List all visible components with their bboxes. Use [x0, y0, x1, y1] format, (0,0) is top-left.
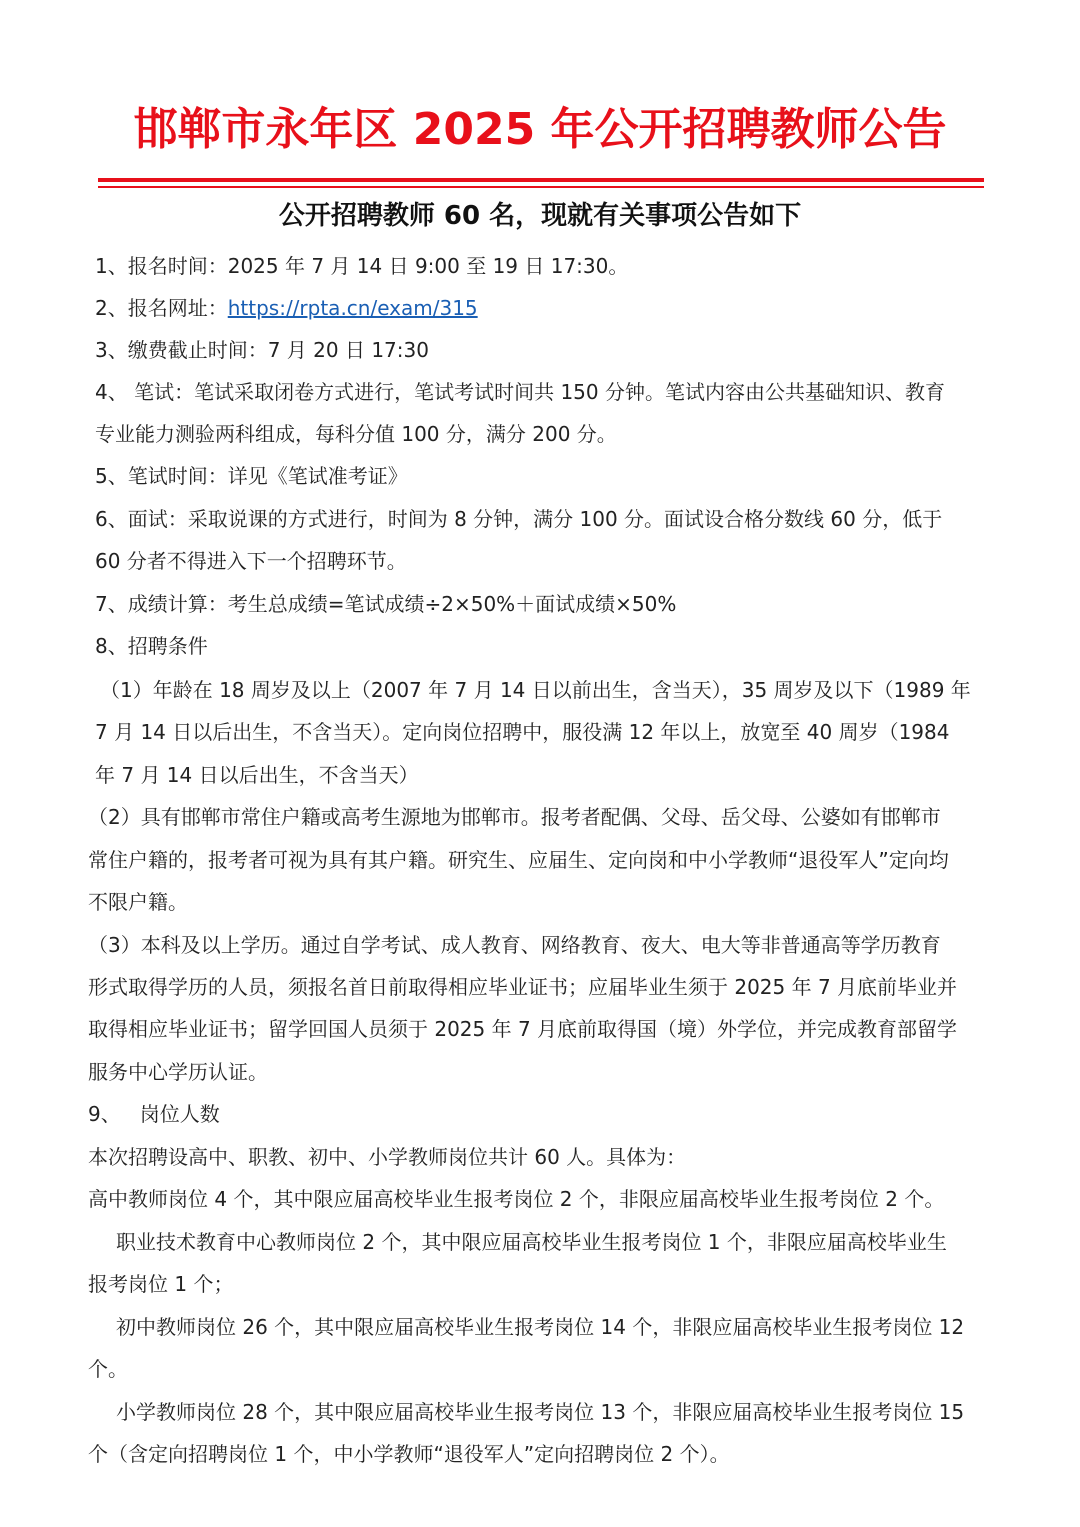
document-title: 邯郸市永年区 2025 年公开招聘教师公告 [133, 104, 947, 155]
condition-3-line-2: 形式取得学历的人员，须报名首日前取得相应毕业证书；应届毕业生须于 2025 年 7 月底前毕业并 [88, 975, 958, 999]
item-2-label: 2、报名网址： [95, 296, 228, 320]
condition-3-line-3: 取得相应毕业证书；留学回国人员须于 2025 年 7 月底前取得国（境）外学位，并完成教育部留学 [88, 1017, 958, 1041]
condition-2-line-2: 常住户籍的，报考者可视为具有其户籍。研究生、应届生、定向岗和中小学教师“退役军人”定向均 [88, 848, 949, 872]
positions-middle-school-line-2: 个。 [88, 1357, 128, 1381]
condition-1-line-3: 年 7 月 14 日以后出生，不含当天） [95, 763, 419, 787]
positions-primary-school-line-1: 小学教师岗位 28 个，其中限应届高校毕业生报考岗位 13 个，非限应届高校毕业生报考岗位 15 [116, 1400, 965, 1424]
item-9-heading: 9、 岗位人数 [88, 1102, 220, 1126]
title-divider-thin [98, 186, 984, 188]
condition-1-line-1: （1）年龄在 18 周岁及以上（2007 年 7 月 14 日以前出生，含当天），35 周岁及以下（1989 年 [100, 678, 971, 702]
item-2-registration-url [95, 292, 478, 324]
positions-middle-school-line-1: 初中教师岗位 26 个，其中限应届高校毕业生报考岗位 14 个，非限应届高校毕业生报考岗位 12 [116, 1315, 965, 1339]
item-1-registration-time: 1、报名时间：2025 年 7 月 14 日 9:00 至 19 日 17:30。 [95, 254, 629, 278]
title-divider-thick [98, 178, 984, 182]
positions-vocational-line-1: 职业技术教育中心教师岗位 2 个，其中限应届高校毕业生报考岗位 1 个，非限应届高校毕业生 [116, 1230, 947, 1254]
item-4-written-exam-line-2: 专业能力测验两科组成，每科分值 100 分，满分 200 分。 [95, 422, 617, 446]
positions-high-school: 高中教师岗位 4 个，其中限应届高校毕业生报考岗位 2 个，非限应届高校毕业生报考岗位 2 个。 [88, 1187, 945, 1211]
item-7-score-calculation: 7、成绩计算：考生总成绩=笔试成绩÷2×50%＋面试成绩×50% [95, 592, 677, 616]
condition-3-line-1: （3）本科及以上学历。通过自学考试、成人教育、网络教育、夜大、电大等非普通高等学历教育 [88, 933, 941, 957]
document-subtitle: 公开招聘教师 60 名，现就有关事项公告如下 [278, 201, 802, 231]
condition-3-line-4: 服务中心学历认证。 [88, 1060, 268, 1084]
item-6-interview-line-1: 6、面试：采取说课的方式进行，时间为 8 分钟，满分 100 分。面试设合格分数线 60 分，低于 [95, 507, 943, 531]
positions-intro: 本次招聘设高中、职教、初中、小学教师岗位共计 60 人。具体为： [88, 1145, 687, 1169]
item-4-written-exam-line-1: 4、 笔试：笔试采取闭卷方式进行，笔试考试时间共 150 分钟。笔试内容由公共基础知识、教育 [95, 380, 945, 404]
condition-2-line-1: （2）具有邯郸市常住户籍或高考生源地为邯郸市。报考者配偶、父母、岳父母、公婆如有邯郸市 [88, 805, 941, 829]
item-6-interview-line-2: 60 分者不得进入下一个招聘环节。 [95, 549, 407, 573]
positions-primary-school-line-2: 个（含定向招聘岗位 1 个，中小学教师“退役军人”定向招聘岗位 2 个）。 [88, 1442, 730, 1466]
condition-1-line-2: 7 月 14 日以后出生，不含当天）。定向岗位招聘中，服役满 12 年以上，放宽至 40 周岁（1984 [95, 720, 950, 744]
item-5-exam-time: 5、笔试时间：详见《笔试准考证》 [95, 464, 408, 488]
positions-vocational-line-2: 报考岗位 1 个； [88, 1272, 234, 1296]
registration-link[interactable]: https://rpta.cn/exam/315 [227, 296, 478, 320]
item-8-heading: 8、招聘条件 [95, 634, 208, 658]
condition-2-line-3: 不限户籍。 [88, 890, 188, 914]
item-3-payment-deadline: 3、缴费截止时间：7 月 20 日 17:30 [95, 338, 429, 362]
